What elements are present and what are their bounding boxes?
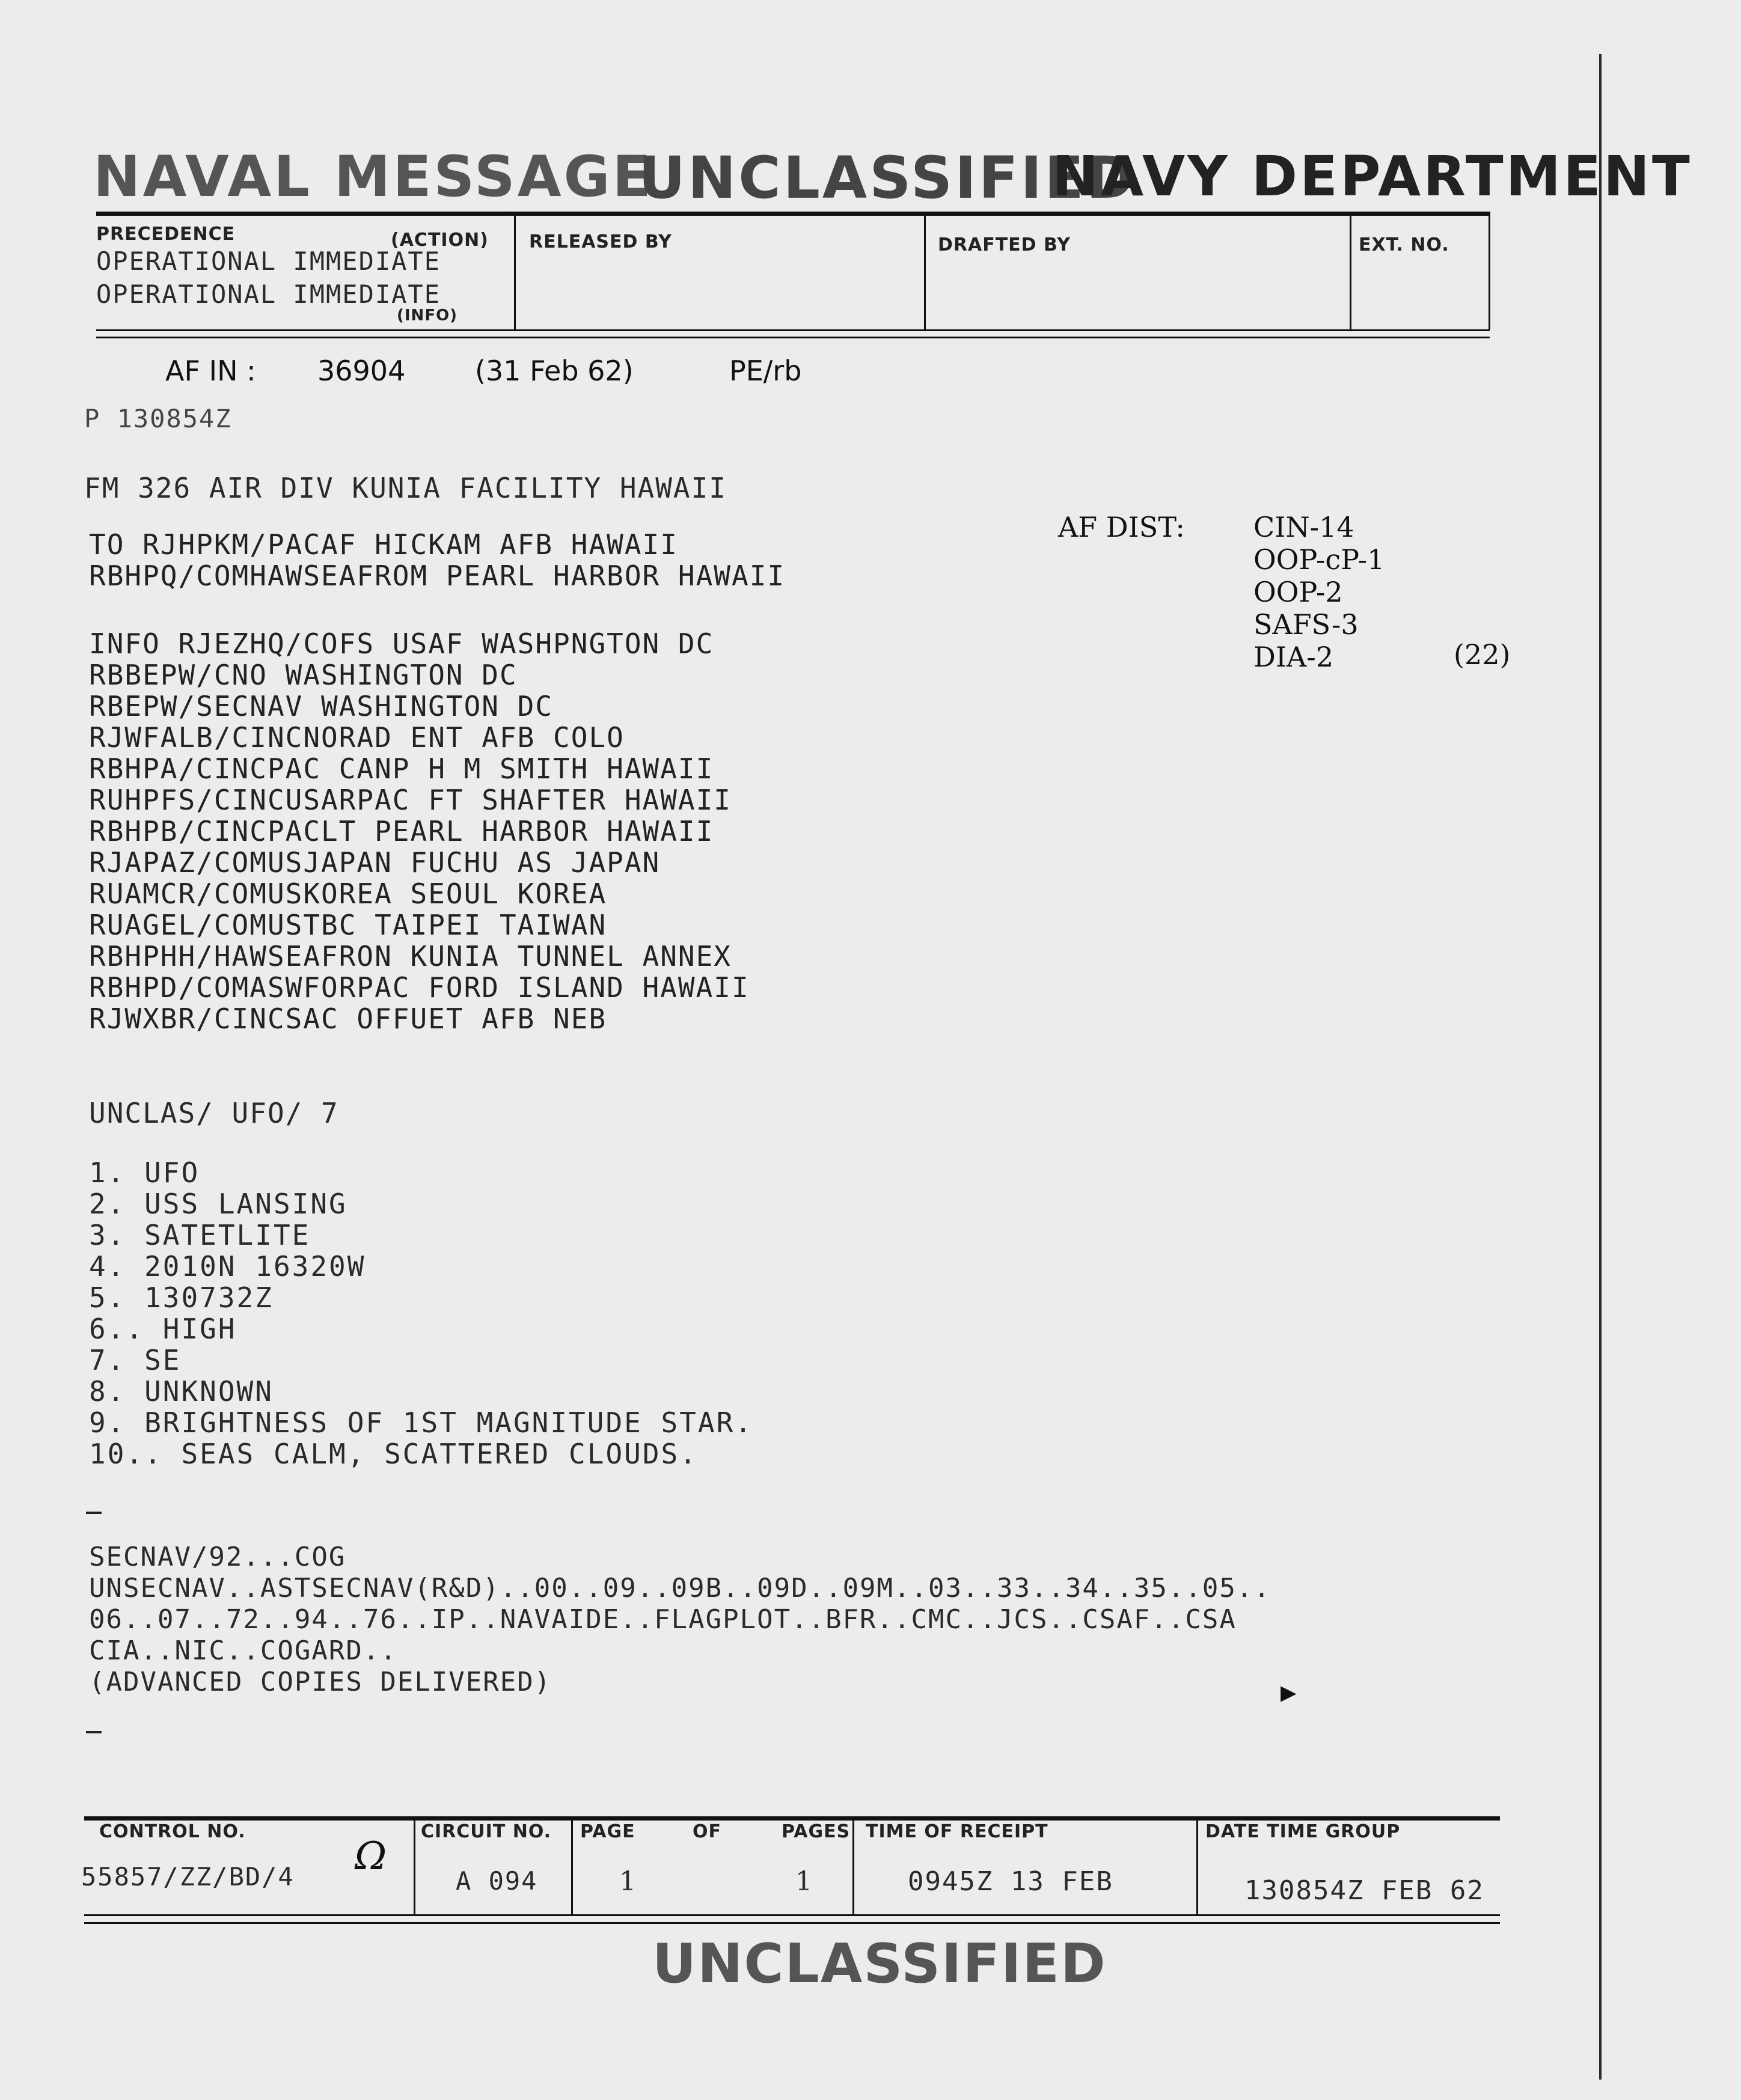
released-by-label: RELEASED BY xyxy=(529,231,672,252)
report-item: 9. BRIGHTNESS OF 1ST MAGNITUDE STAR. xyxy=(89,1406,753,1439)
routing-block xyxy=(89,1542,1271,1698)
info-line: RJWXBR/CINCSAC OFFUET AFB NEB xyxy=(89,1003,607,1035)
info-line: INFO RJEZHQ/COFS USAF WASHPNGTON DC xyxy=(89,627,714,660)
classification-bottom: UNCLASSIFIED xyxy=(652,1932,1107,1995)
routing-line: SECNAV/92...COG xyxy=(89,1542,346,1572)
dtg-value: 130854Z FEB 62 xyxy=(1244,1875,1484,1906)
pages-label: PAGES xyxy=(782,1821,851,1842)
top-box-divider-4 xyxy=(1489,212,1490,329)
af-dist-item: OOP-2 xyxy=(1253,576,1343,608)
dtg-label: DATE TIME GROUP xyxy=(1205,1821,1401,1842)
top-box-divider-2 xyxy=(924,212,926,329)
report-item: 3. SATETLITE xyxy=(89,1219,311,1251)
to-line: TO RJHPKM/PACAF HICKAM AFB HAWAII xyxy=(89,528,678,561)
info-line: RUAMCR/COMUSKOREA SEOUL KOREA xyxy=(89,878,607,910)
page-value: 1 xyxy=(619,1866,637,1897)
report-item: 6.. HIGH xyxy=(89,1313,237,1345)
report-item: 5. 130732Z xyxy=(89,1281,274,1314)
info-line: RBHPD/COMASWFORPAC FORD ISLAND HAWAII xyxy=(89,971,750,1004)
precedence-info-value: OPERATIONAL IMMEDIATE xyxy=(96,279,441,309)
routing-line: (ADVANCED COPIES DELIVERED) xyxy=(89,1667,552,1697)
top-box-rule-bottom-2 xyxy=(96,337,1490,338)
circuit-no-value: A 094 xyxy=(456,1866,538,1896)
footer-divider-3 xyxy=(852,1816,854,1914)
af-in-label: AF IN : xyxy=(165,355,256,387)
info-line: RBHPA/CINCPAC CANP H M SMITH HAWAII xyxy=(89,752,714,785)
af-dist-label: AF DIST: xyxy=(1058,511,1185,543)
info-line: RUAGEL/COMUSTBC TAIPEI TAIWAN xyxy=(89,909,607,941)
info-line: RBHPB/CINCPACLT PEARL HARBOR HAWAII xyxy=(89,815,714,847)
department-title: NAVY DEPARTMENT xyxy=(1052,144,1692,209)
af-dist-item: OOP-cP-1 xyxy=(1253,543,1385,576)
af-in-number: 36904 xyxy=(317,355,406,387)
af-in-date: (31 Feb 62) xyxy=(475,355,634,387)
time-of-receipt-label: TIME OF RECEIPT xyxy=(866,1821,1048,1842)
precedence-action-value: OPERATIONAL IMMEDIATE xyxy=(96,246,441,276)
footer-box-rule-bottom xyxy=(84,1914,1500,1916)
naval-message-title: NAVAL MESSAGE xyxy=(93,144,653,210)
report-item: 8. UNKNOWN xyxy=(89,1375,274,1408)
top-box-rule-top xyxy=(96,212,1490,216)
top-box-rule-bottom xyxy=(96,329,1490,331)
report-item: 1. UFO xyxy=(89,1156,200,1189)
message-subject: UNCLAS/ UFO/ 7 xyxy=(89,1097,339,1129)
control-no-value: 55857/ZZ/BD/4 xyxy=(81,1862,295,1891)
info-line: RBEPW/SECNAV WASHINGTON DC xyxy=(89,690,554,722)
classification-top: UNCLASSIFIED xyxy=(638,144,1137,212)
af-dist-total: (22) xyxy=(1454,638,1511,671)
routing-line: 06..07..72..94..76..IP..NAVAIDE..FLAGPLOT..BFR..CMC..JCS..CSAF..CSA xyxy=(89,1604,1237,1635)
footer-box-rule-top xyxy=(84,1816,1500,1821)
report-items xyxy=(89,1157,753,1470)
separator-dash xyxy=(86,1731,102,1733)
info-addressees xyxy=(89,628,750,1034)
routing-line: UNSECNAV..ASTSECNAV(R&D)..00..09..09B..09D..09M..03..33..34..35..05.. xyxy=(89,1573,1271,1604)
info-label: (INFO) xyxy=(397,307,458,325)
report-item: 2. USS LANSING xyxy=(89,1188,347,1220)
report-item: 10.. SEAS CALM, SCATTERED CLOUDS. xyxy=(89,1438,698,1470)
af-dist-item: SAFS-3 xyxy=(1253,608,1359,641)
to-addressees xyxy=(89,529,785,591)
af-dist-list xyxy=(1253,511,1385,673)
top-box-divider-3 xyxy=(1350,212,1351,329)
info-line: RJWFALB/CINCNORAD ENT AFB COLO xyxy=(89,721,625,754)
routing-line: CIA..NIC..COGARD.. xyxy=(89,1635,397,1666)
footer-divider-2 xyxy=(571,1816,573,1914)
from-line: FM 326 AIR DIV KUNIA FACILITY HAWAII xyxy=(84,472,727,504)
report-item: 4. 2010N 16320W xyxy=(89,1250,366,1283)
action-label: (ACTION) xyxy=(391,230,489,251)
dtg-line: P 130854Z xyxy=(84,404,232,433)
page-edge-line xyxy=(1599,54,1602,2080)
of-label: OF xyxy=(693,1821,721,1842)
page-label: PAGE xyxy=(580,1821,635,1842)
precedence-label: PRECEDENCE xyxy=(96,224,236,245)
ext-no-label: EXT. NO. xyxy=(1359,234,1449,255)
arrow-mark-icon: ▶ xyxy=(1281,1677,1297,1708)
separator-dash xyxy=(86,1512,102,1514)
report-item: 7. SE xyxy=(89,1344,182,1376)
info-line: RUHPFS/CINCUSARPAC FT SHAFTER HAWAII xyxy=(89,784,732,816)
drafted-by-label: DRAFTED BY xyxy=(938,234,1071,255)
af-dist-item: CIN-14 xyxy=(1253,511,1354,543)
footer-box-rule-bottom-2 xyxy=(84,1922,1500,1924)
top-box-divider-1 xyxy=(514,212,516,329)
footer-divider-1 xyxy=(414,1816,415,1914)
handwritten-initials-icon: Ω xyxy=(355,1834,387,1879)
info-line: RBHPHH/HAWSEAFRON KUNIA TUNNEL ANNEX xyxy=(89,940,732,972)
pages-value: 1 xyxy=(795,1866,813,1897)
control-no-label: CONTROL NO. xyxy=(99,1821,246,1842)
to-line: RBHPQ/COMHAWSEAFROM PEARL HARBOR HAWAII xyxy=(89,560,786,592)
circuit-no-label: CIRCUIT NO. xyxy=(421,1821,552,1842)
af-dist-item: DIA-2 xyxy=(1253,641,1334,673)
info-line: RJAPAZ/COMUSJAPAN FUCHU AS JAPAN xyxy=(89,846,661,879)
footer-divider-4 xyxy=(1196,1816,1198,1914)
af-in-initials: PE/rb xyxy=(729,355,802,387)
info-line: RBBEPW/CNO WASHINGTON DC xyxy=(89,659,518,691)
time-of-receipt-value: 0945Z 13 FEB xyxy=(908,1866,1113,1897)
